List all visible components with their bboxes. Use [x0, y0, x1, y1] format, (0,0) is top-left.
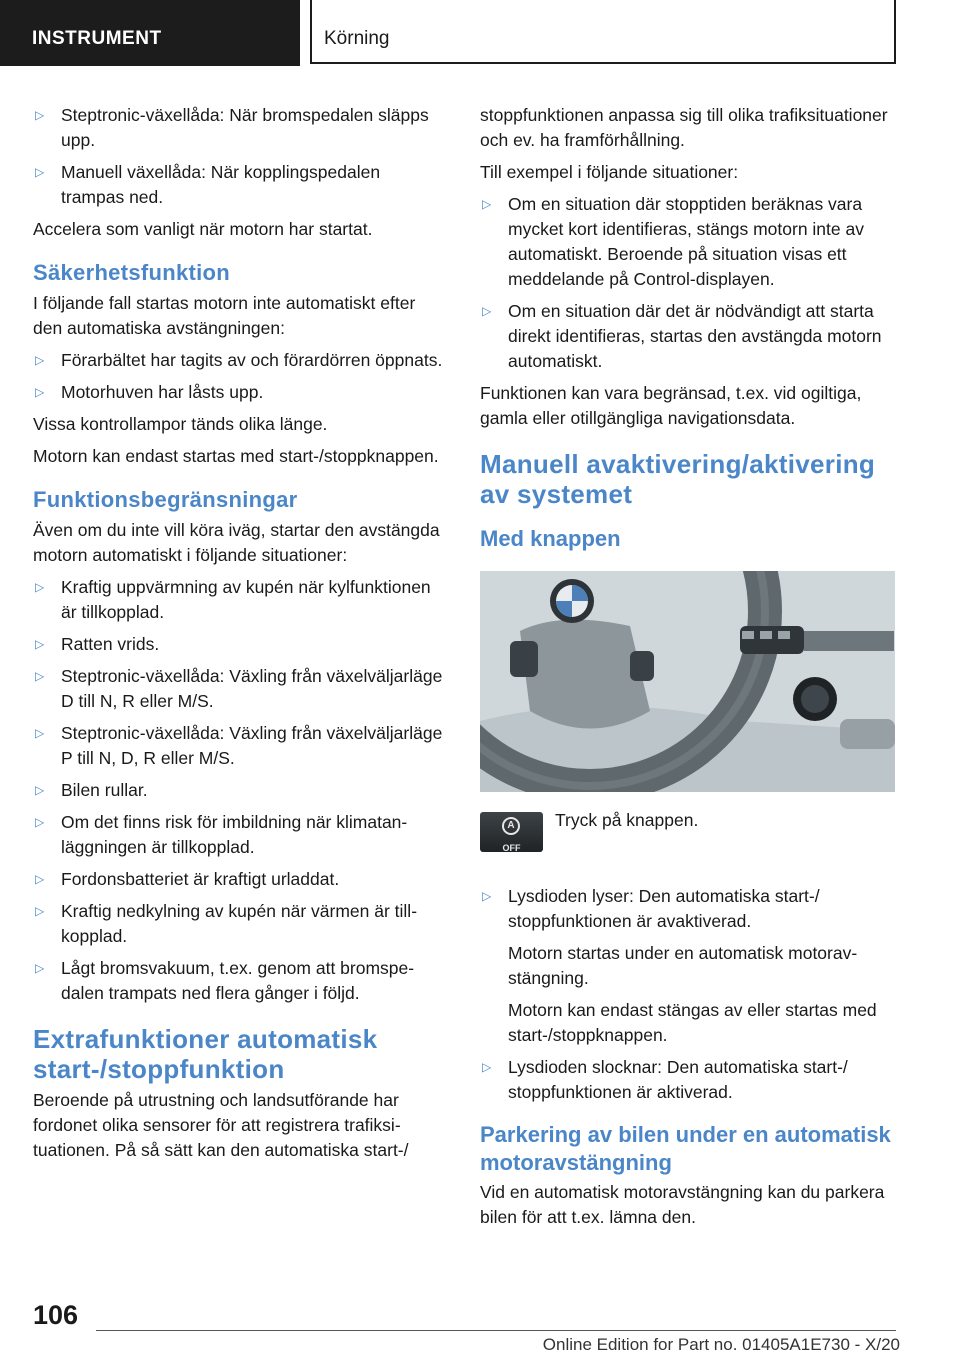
paragraph: Beroende på utrustning och landsutförande har fordonet olika sensorer för att registrera trafiksituationen. På så sätt kan den automatiska start-/	[33, 1090, 409, 1160]
page-number: 106	[33, 1300, 79, 1330]
chapter-tab	[0, 0, 300, 66]
triangle-bullet-icon: ▷	[35, 904, 45, 918]
list-item: ▷ Om en situation där stopptiden beräknas vara mycket kort identifieras, stängs motorn inte av automatiskt. Beroende på situation visas ett meddelande på Control-displayen.	[482, 194, 864, 289]
triangle-bullet-icon: ▷	[35, 165, 45, 179]
steering-wheel-drawing	[480, 571, 895, 792]
triangle-bullet-icon: ▷	[35, 385, 45, 399]
list-item: ▷ Bilen rullar.	[33, 778, 448, 803]
list-item: ▷ Manuell växellåda: När kopplingspedalen trampas ned.	[35, 162, 381, 207]
topic-title: Körning	[324, 28, 390, 49]
list-item: ▷ Förarbältet har tagits av och förardörren öppnats.	[33, 348, 448, 373]
triangle-bullet-icon: ▷	[482, 197, 492, 211]
paragraph: I följande fall startas motorn inte automatiskt efter den automatiska avstängningen:	[33, 293, 416, 338]
paragraph: Vissa kontrollampor tänds olika länge.	[33, 414, 328, 434]
auto-start-stop-off-button-icon	[480, 812, 543, 852]
list-item: ▷ Om det finns risk för imbildning när klimatanläggningen är tillkopplad.	[35, 812, 408, 857]
right-column	[480, 103, 896, 1237]
list-item: ▷ Lågt bromsvakuum, t.ex. genom att bromspedalen trampats ned flera gånger i följd.	[35, 958, 415, 1003]
list-item: ▷ Kraftig uppvärmning av kupén när kylfunktionen är tillkopplad.	[35, 577, 431, 622]
section-heading-extra: Extrafunktioner automatisk start-/stoppfunktion	[33, 1024, 378, 1084]
button-instruction	[480, 808, 896, 872]
sub-paragraph: Motorn startas under en automatisk motoravstängning.	[508, 943, 858, 988]
edition-note: Online Edition for Part no. 01405A1E730 - X/20	[542, 1335, 900, 1354]
button-letter: A	[502, 817, 520, 835]
list-item: ▷ Ratten vrids.	[33, 632, 448, 657]
triangle-bullet-icon: ▷	[35, 580, 45, 594]
triangle-bullet-icon: ▷	[35, 961, 45, 975]
triangle-bullet-icon: ▷	[35, 726, 45, 740]
triangle-bullet-icon: ▷	[482, 889, 492, 903]
triangle-bullet-icon: ▷	[35, 815, 45, 829]
triangle-bullet-icon: ▷	[35, 783, 45, 797]
triangle-bullet-icon: ▷	[35, 353, 45, 367]
triangle-bullet-icon: ▷	[35, 637, 45, 651]
list-item: ▷ Lysdioden lyser: Den automatiska start-/ stoppfunktionen är avaktiverad.	[482, 886, 820, 931]
triangle-bullet-icon: ▷	[482, 1060, 492, 1074]
list-item: ▷ Lysdioden slocknar: Den automatiska start-/ stoppfunktionen är aktiverad.	[482, 1057, 848, 1102]
paragraph: Även om du inte vill köra iväg, startar den avstängda motorn automatiskt i följande situationer:	[33, 520, 440, 565]
triangle-bullet-icon: ▷	[35, 872, 45, 886]
list-item: ▷ Kraftig nedkylning av kupén när värmen är tillkopplad.	[35, 901, 418, 946]
section-heading-limits: Funktionsbegränsningar	[33, 487, 298, 512]
section-heading-safety: Säkerhetsfunktion	[33, 260, 231, 285]
triangle-bullet-icon: ▷	[482, 304, 492, 318]
subheading-parking: Parkering av bilen under en automatisk motoravstängning	[480, 1122, 891, 1175]
button-off-label: OFF	[502, 843, 521, 853]
paragraph: Vid en automatisk motoravstängning kan du parkera bilen för att t.ex. lämna den.	[480, 1182, 885, 1227]
triangle-bullet-icon: ▷	[35, 108, 45, 122]
list-item: ▷ Motorhuven har låsts upp.	[33, 380, 448, 405]
list-item: ▷ Fordonsbatteriet är kraftigt urladdat.	[33, 867, 448, 892]
list-item: ▷ Steptronic-växellåda: Växling från växelväljarläge P till N, D, R eller M/S.	[35, 723, 443, 768]
steering-wheel-illustration	[480, 571, 895, 792]
topic-tab	[310, 0, 896, 64]
paragraph: Accelera som vanligt när motorn har startat.	[33, 219, 373, 239]
paragraph: stoppfunktionen anpassa sig till olika trafiksituationer och ev. ha framförhållning.	[480, 105, 888, 150]
section-heading-manual: Manuell avaktivering/aktivering av systemet	[480, 449, 876, 509]
subheading-button: Med knappen	[480, 526, 621, 551]
paragraph: Motorn kan endast startas med start-/stoppknappen.	[33, 446, 439, 466]
list-item: ▷ Steptronic-växellåda: Växling från växelväljarläge D till N, R eller M/S.	[35, 666, 443, 711]
list-item: ▷ Om en situation där det är nödvändigt att starta direkt identifieras, startas den avstängda motorn automatiskt.	[482, 301, 882, 371]
footer-divider	[96, 1330, 896, 1331]
paragraph: Till exempel i följande situationer:	[480, 162, 739, 182]
paragraph: Funktionen kan vara begränsad, t.ex. vid ogiltiga, gamla eller otillgängliga navigationsdata.	[480, 383, 862, 428]
left-column	[33, 103, 448, 1170]
list-item: ▷ Steptronic-växellåda: När bromspedalen släpps upp.	[35, 105, 429, 150]
triangle-bullet-icon: ▷	[35, 669, 45, 683]
press-instruction: Tryck på knappen.	[555, 810, 699, 830]
sub-paragraph: Motorn kan endast stängas av eller startas med start-/stoppknappen.	[508, 1000, 877, 1045]
chapter-title: INSTRUMENT	[32, 28, 162, 49]
